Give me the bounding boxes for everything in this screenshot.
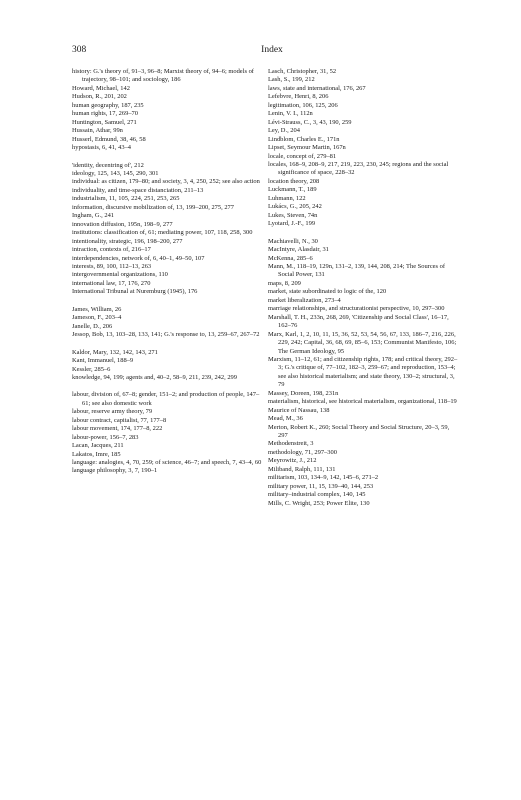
index-entry: McKenna, 285–6 — [268, 254, 313, 262]
index-entry: military power, 11, 15, 139–40, 144, 253 — [268, 482, 374, 490]
index-entry: Marx, Karl, 1, 2, 10, 11, 15, 36, 52, 53, 54, 56, 67, 133, 186–7, 216, 226, 229, 242; Capital, 36, 68, 69, 85–6, 153; Communist Manifesto, 106; The German Ideology, 95 — [268, 330, 457, 355]
index-entry: Huntington, Samuel, 271 — [72, 118, 137, 126]
index-entry: Jameson, F., 203–4 — [72, 314, 122, 322]
index-entry: Lyotard, J.-F., 199 — [268, 220, 316, 228]
index-entry: knowledge, 94, 199; agents and, 40–2, 58–9, 211, 239, 242, 299 — [72, 373, 237, 381]
index-entry: Lash, S., 199, 212 — [268, 76, 315, 84]
index-entry: Ley, D., 204 — [268, 127, 300, 135]
index-entry: market, state subordinated to logic of the, 120 — [268, 288, 387, 296]
index-entry: location theory, 208 — [268, 177, 320, 185]
index-entry: Kaldor, Mary, 132, 142, 143, 271 — [72, 348, 158, 356]
index-entry: human geography, 187, 235 — [72, 101, 144, 109]
page-number: 308 — [72, 45, 87, 55]
index-entry: institutions: classification of, 61; mediating power, 107, 118, 258, 300 — [72, 229, 253, 237]
index-entry: Lipset, Seymour Martin, 167n — [268, 144, 346, 152]
index-entry: locales, 168–9, 208–9, 217, 219, 223, 230, 245; regions and the social significance of space, 228–32 — [268, 160, 449, 177]
index-entry: Mills, C. Wright, 253; Power Elite, 130 — [268, 499, 370, 507]
index-entry: Lefebvre, Henri, 8, 206 — [268, 93, 329, 101]
index-entry: individual: as citizen, 179–80; and society, 3, 4, 250, 252; see also action — [72, 178, 260, 186]
index-entry: Machiavelli, N., 30 — [268, 237, 318, 245]
index-entry: Lukács, G., 205, 242 — [268, 203, 322, 211]
letter-group-gap — [72, 340, 264, 349]
index-entry: International Tribunal at Nuremburg (1945), 176 — [72, 288, 198, 296]
index-entry: Lindblom, Charles E., 171n — [268, 135, 340, 143]
index-entry: labour, reserve army theory, 79 — [72, 408, 153, 416]
index-entry: interests, 89, 100, 112–13, 263 — [72, 262, 152, 270]
index-entry: Meyrowitz, J., 212 — [268, 457, 317, 465]
index-entry: Mann, M., 118–19, 129n, 131–2, 139, 144, 208, 214; The Sources of Social Power, 131 — [268, 262, 446, 279]
index-entry: interdependencies, network of, 6, 40–1, 49–50, 107 — [72, 254, 205, 262]
index-entry: Kant, Immanuel, 188–9 — [72, 357, 134, 365]
index-entry: legitimation, 106, 125, 206 — [268, 101, 338, 109]
index-entry: ideology, 125, 143, 145, 290, 301 — [72, 169, 159, 177]
index-entry: Methodenstreit, 3 — [268, 440, 314, 448]
index-entry: language philosophy, 3, 7, 190–1 — [72, 467, 158, 475]
index-entry: international law, 17, 176, 270 — [72, 279, 151, 287]
index-entry: hypostasis, 6, 41, 43–4 — [72, 144, 132, 152]
index-entry: Marshall, T. H., 233n, 268, 269, 'Citizenship and Social Class', 16–17, 162–76 — [268, 313, 449, 330]
index-entry: labour contract, capitalist, 77, 177–8 — [72, 416, 167, 424]
index-entry: Hudson, R., 201, 202 — [72, 93, 127, 101]
index-entry: labour-power, 156–7, 283 — [72, 433, 139, 441]
index-entry: 'identity, decentring of', 212 — [72, 161, 144, 169]
letter-group-gap — [268, 229, 460, 238]
index-entry: Miliband, Ralph, 111, 131 — [268, 465, 336, 473]
index-entry: marriage relationships, and structurationist perspective, 10, 297–300 — [268, 305, 445, 313]
index-column-right — [268, 68, 460, 508]
index-entry: intergovernmental organizations, 110 — [72, 271, 168, 279]
index-entry: labour, division of, 67–8; gender, 151–2; and production of people, 147–61; see also domestic work — [72, 391, 260, 407]
index-entry: Hussain, Athar, 99n — [72, 127, 123, 135]
index-entry: market liberalization, 273–4 — [268, 296, 341, 304]
index-entry: Lakatos, Imre, 185 — [72, 450, 121, 458]
running-head — [72, 45, 472, 59]
index-entry: materialism, historical, see historical materialism, organizational, 118–19 — [268, 398, 457, 406]
index-entry: Kessler, 285–6 — [72, 365, 111, 373]
index-entry: Lévi-Strauss, C., 3, 43, 190, 259 — [268, 118, 352, 126]
index-entry: maps, 8, 209 — [268, 279, 301, 287]
index-entry: Howard, Michael, 142 — [72, 84, 130, 92]
index-entry: industrialism, 11, 105, 224, 251, 253, 265 — [72, 195, 180, 203]
index-entry: intentionality, strategic, 196, 198–200, 277 — [72, 237, 183, 245]
index-entry: locale, concept of, 279–81 — [268, 152, 337, 160]
section-title: Index — [261, 45, 283, 55]
index-entry: labour movement, 174, 177–8, 222 — [72, 425, 163, 433]
index-entry: James, William, 26 — [72, 305, 122, 313]
index-entry: Lenin, V. I., 112n — [268, 110, 313, 118]
index-entry: Merton, Robert K., 260; Social Theory and Social Structure, 20–3, 59, 297 — [268, 423, 450, 440]
letter-group-gap — [72, 297, 264, 306]
index-entry: Husserl, Edmund, 38, 46, 58 — [72, 135, 146, 143]
index-entry: language: analogies, 4, 70, 259; of science, 46–7; and speech, 7, 43–4, 60 — [72, 459, 262, 467]
letter-group-gap — [72, 382, 264, 391]
index-entry: history: G.'s theory of, 91–3, 96–8; Marxist theory of, 94–6; models of trajectory, 98–101; and sociology, 186 — [72, 68, 254, 84]
index-entry: militarism, 103, 134–9, 142, 145–6, 271–2 — [268, 474, 379, 482]
index-entry: Janelle, D., 206 — [72, 322, 113, 330]
letter-group-gap — [72, 153, 264, 162]
index-entry: MacIntyre, Alasdair, 31 — [268, 246, 329, 254]
index-column-left — [72, 68, 264, 476]
index-entry: innovation diffusion, 195n, 198–9, 277 — [72, 220, 173, 228]
index-entry: Lukes, Steven, 74n — [268, 211, 318, 219]
index-entry: Marxism, 11–12, 61; and citizenship rights, 178; and critical theory, 292–3; G.'s critique of, 77–102, 182–3, 259–67; and reproduction, 153–4; see also historical materialism; and state theory, 130–2; structural, 3, 79 — [268, 355, 458, 389]
index-entry: individuality, and time-space distanciation, 211–13 — [72, 186, 204, 194]
index-entry: Jessop, Bob, 13, 103–28, 133, 141; G.'s response to, 13, 259–67, 267–72 — [72, 331, 260, 339]
index-entry: laws, state and international, 176, 267 — [268, 84, 366, 92]
index-entry: Luckmann, T., 189 — [268, 186, 317, 194]
index-entry: methodology, 71, 297–300 — [268, 448, 337, 456]
index-entry: Maurice of Nassau, 138 — [268, 406, 330, 414]
index-entry: human rights, 17, 269–70 — [72, 110, 138, 118]
index-entry: Ingham, G., 241 — [72, 212, 115, 220]
index-entry: Mead, M., 36 — [268, 415, 303, 423]
index-entry: Luhmann, 122 — [268, 194, 306, 202]
index-entry: intraction, contexts of, 216–17 — [72, 246, 151, 254]
index-entry: military–industrial complex, 140, 145 — [268, 491, 366, 499]
index-entry: Massey, Doreen, 198, 231n — [268, 389, 339, 397]
index-entry: Lasch, Christopher, 31, 52 — [268, 68, 337, 75]
index-entry: Lacan, Jacques, 211 — [72, 442, 124, 450]
index-entry: information, discursive mobilization of, 13, 199–200, 275, 277 — [72, 203, 234, 211]
